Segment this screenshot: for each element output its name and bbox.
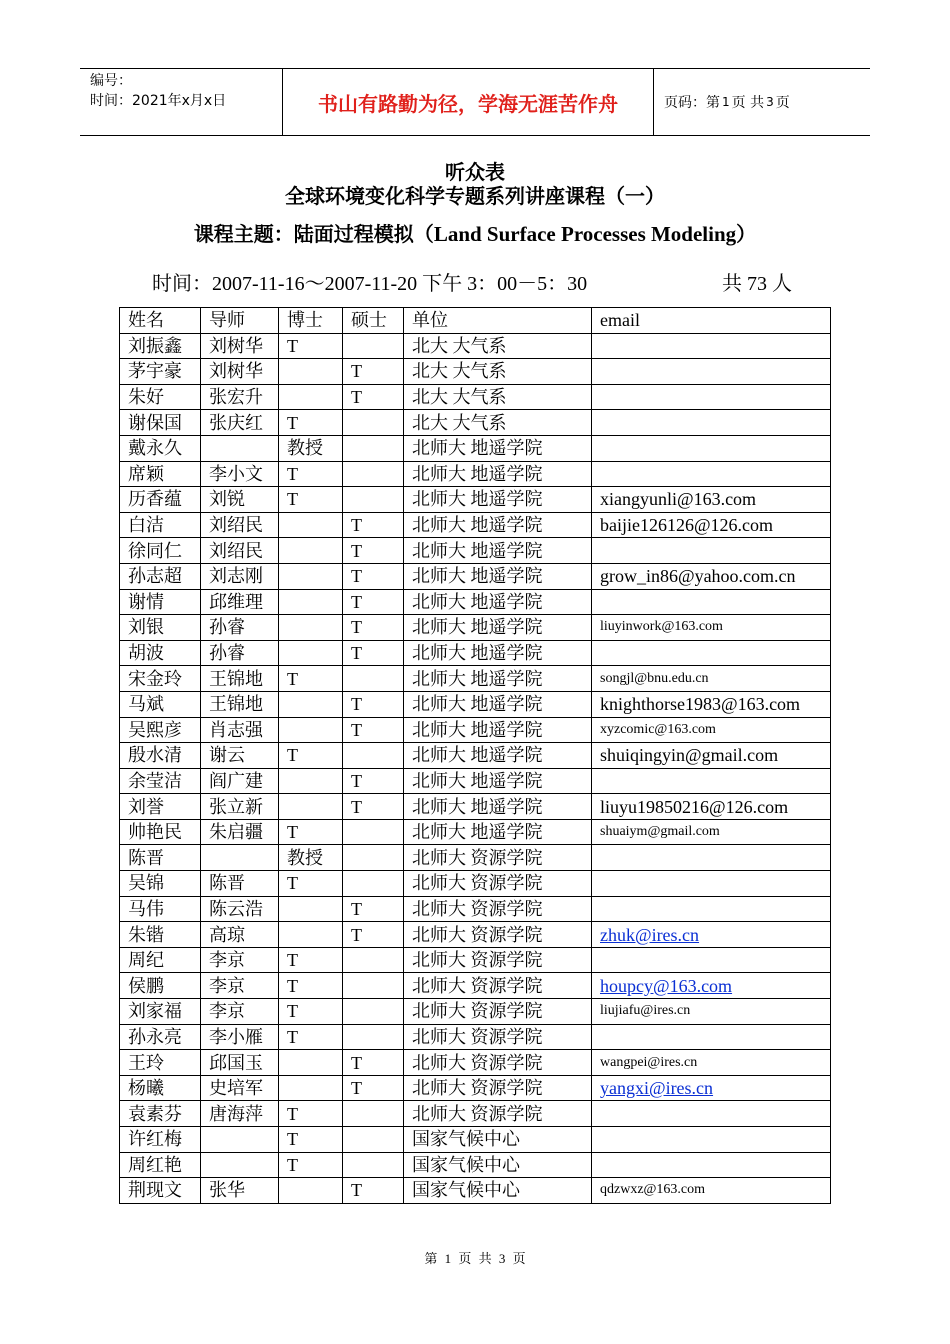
cell-advisor: 刘锐 <box>201 487 279 513</box>
cell-email <box>592 1024 831 1050</box>
cell-email: qdzwxz@163.com <box>592 1178 831 1204</box>
cell-email <box>592 1152 831 1178</box>
cell-phd: T <box>279 871 343 897</box>
table-row <box>120 333 831 359</box>
cell-advisor: 谢云 <box>201 743 279 769</box>
cell-name: 刘誉 <box>120 794 201 820</box>
page-suffix: 页 <box>775 95 790 111</box>
time-label: 时间：2021年x月x日 <box>90 93 227 109</box>
cell-advisor <box>201 1127 279 1153</box>
cell-unit: 北师大 地遥学院 <box>404 743 592 769</box>
table-row <box>120 717 831 743</box>
cell-advisor: 阎广建 <box>201 768 279 794</box>
course-topic-en: Land Surface Processes Modeling <box>433 222 737 246</box>
cell-master <box>343 743 404 769</box>
cell-master: T <box>343 589 404 615</box>
cell-master <box>343 1101 404 1127</box>
table-row <box>120 1127 831 1153</box>
cell-phd <box>279 538 343 564</box>
cell-name: 孙永亮 <box>120 1024 201 1050</box>
cell-email <box>592 538 831 564</box>
cell-email <box>592 871 831 897</box>
cell-phd: T <box>279 1152 343 1178</box>
cell-phd: T <box>279 1101 343 1127</box>
table-row <box>120 589 831 615</box>
cell-name: 白洁 <box>120 512 201 538</box>
col-header-name: 姓名 <box>120 308 201 334</box>
cell-name: 孙志超 <box>120 563 201 589</box>
cell-phd: T <box>279 410 343 436</box>
cell-master <box>343 333 404 359</box>
cell-advisor: 史培军 <box>201 1075 279 1101</box>
table-row <box>120 999 831 1025</box>
cell-advisor: 刘树华 <box>201 359 279 385</box>
cell-email <box>592 640 831 666</box>
cell-name: 吴锦 <box>120 871 201 897</box>
cell-advisor: 刘绍民 <box>201 512 279 538</box>
table-row <box>120 1178 831 1204</box>
col-header-phd: 博士 <box>279 308 343 334</box>
page-prefix: 页码：第 <box>664 95 720 111</box>
course-topic-prefix: 课程主题：陆面过程模拟（ <box>193 222 434 246</box>
cell-phd <box>279 640 343 666</box>
cell-email: baijie126126@126.com <box>592 512 831 538</box>
cell-advisor: 李京 <box>201 999 279 1025</box>
cell-unit: 北师大 资源学院 <box>404 896 592 922</box>
col-header-unit: 单位 <box>404 308 592 334</box>
table-row <box>120 947 831 973</box>
page-mid: 页 共 <box>731 95 765 111</box>
cell-email: liuyinwork@163.com <box>592 615 831 641</box>
cell-master: T <box>343 1050 404 1076</box>
cell-name: 宋金玲 <box>120 666 201 692</box>
cell-advisor: 王锦地 <box>201 691 279 717</box>
cell-phd <box>279 512 343 538</box>
cell-unit: 北师大 资源学院 <box>404 922 592 948</box>
cell-master: T <box>343 717 404 743</box>
cell-unit: 北师大 地遥学院 <box>404 768 592 794</box>
cell-advisor: 肖志强 <box>201 717 279 743</box>
table-row <box>120 615 831 641</box>
cell-unit: 北师大 地遥学院 <box>404 563 592 589</box>
table-row <box>120 1050 831 1076</box>
cell-email: knighthorse1983@163.com <box>592 691 831 717</box>
cell-email: liuyu19850216@126.com <box>592 794 831 820</box>
col-header-advisor: 导师 <box>201 308 279 334</box>
cell-phd <box>279 1050 343 1076</box>
table-row <box>120 359 831 385</box>
cell-unit: 北师大 地遥学院 <box>404 666 592 692</box>
table-row <box>120 896 831 922</box>
cell-advisor: 刘树华 <box>201 333 279 359</box>
table-row <box>120 666 831 692</box>
cell-name: 荆现文 <box>120 1178 201 1204</box>
cell-email <box>592 410 831 436</box>
cell-phd: 教授 <box>279 435 343 461</box>
attendee-count: 共 73 人 <box>722 273 792 295</box>
cell-phd <box>279 794 343 820</box>
cell-unit: 北师大 资源学院 <box>404 871 592 897</box>
cell-unit: 国家气候中心 <box>404 1152 592 1178</box>
cell-phd: 教授 <box>279 845 343 871</box>
cell-name: 茅宇豪 <box>120 359 201 385</box>
table-header-row <box>120 308 831 334</box>
cell-master <box>343 947 404 973</box>
cell-advisor: 刘绍民 <box>201 538 279 564</box>
cell-name: 吴熙彦 <box>120 717 201 743</box>
cell-email[interactable]: houpcy@163.com <box>592 973 831 999</box>
attendee-table <box>119 307 831 1204</box>
cell-unit: 北师大 地遥学院 <box>404 589 592 615</box>
table-row <box>120 1075 831 1101</box>
table-row <box>120 435 831 461</box>
cell-phd <box>279 589 343 615</box>
cell-unit: 北师大 地遥学院 <box>404 435 592 461</box>
cell-name: 刘家福 <box>120 999 201 1025</box>
cell-advisor: 张庆红 <box>201 410 279 436</box>
cell-advisor: 高琼 <box>201 922 279 948</box>
cell-unit: 北师大 地遥学院 <box>404 794 592 820</box>
cell-advisor: 陈云浩 <box>201 896 279 922</box>
cell-phd <box>279 896 343 922</box>
cell-advisor: 邱国玉 <box>201 1050 279 1076</box>
cell-master: T <box>343 768 404 794</box>
cell-master <box>343 871 404 897</box>
page-indicator <box>654 69 870 135</box>
cell-unit: 北师大 地遥学院 <box>404 691 592 717</box>
cell-name: 侯鹏 <box>120 973 201 999</box>
cell-email <box>592 435 831 461</box>
cell-name: 谢保国 <box>120 410 201 436</box>
cell-advisor: 陈晋 <box>201 871 279 897</box>
cell-email <box>592 589 831 615</box>
cell-email <box>592 947 831 973</box>
cell-name: 刘振鑫 <box>120 333 201 359</box>
cell-phd <box>279 563 343 589</box>
cell-unit: 北师大 地遥学院 <box>404 615 592 641</box>
cell-phd: T <box>279 666 343 692</box>
cell-unit: 北师大 资源学院 <box>404 845 592 871</box>
cell-advisor: 李小文 <box>201 461 279 487</box>
cell-master: T <box>343 615 404 641</box>
page-total: 3 <box>766 95 774 109</box>
table-row <box>120 1152 831 1178</box>
cell-advisor: 邱维理 <box>201 589 279 615</box>
cell-name: 马斌 <box>120 691 201 717</box>
cell-master: T <box>343 1178 404 1204</box>
cell-phd <box>279 615 343 641</box>
cell-phd <box>279 768 343 794</box>
cell-email: xiangyunli@163.com <box>592 487 831 513</box>
title-line-1: 听众表 <box>445 160 505 184</box>
cell-advisor <box>201 845 279 871</box>
cell-phd <box>279 691 343 717</box>
table-row <box>120 768 831 794</box>
cell-name: 袁素芬 <box>120 1101 201 1127</box>
table-row <box>120 871 831 897</box>
cell-phd <box>279 384 343 410</box>
time-line <box>152 270 842 298</box>
cell-email[interactable]: yangxi@ires.cn <box>592 1075 831 1101</box>
table-row <box>120 691 831 717</box>
cell-phd <box>279 717 343 743</box>
table-row <box>120 538 831 564</box>
table-row <box>120 794 831 820</box>
cell-name: 朱锴 <box>120 922 201 948</box>
cell-phd: T <box>279 1127 343 1153</box>
cell-master <box>343 1127 404 1153</box>
cell-name: 谢情 <box>120 589 201 615</box>
cell-phd: T <box>279 973 343 999</box>
cell-unit: 北师大 地遥学院 <box>404 512 592 538</box>
cell-name: 许红梅 <box>120 1127 201 1153</box>
table-row <box>120 845 831 871</box>
header-meta <box>80 69 282 135</box>
cell-unit: 北师大 资源学院 <box>404 1024 592 1050</box>
cell-unit: 北师大 资源学院 <box>404 1075 592 1101</box>
table-body <box>120 333 831 1203</box>
table-row <box>120 973 831 999</box>
cell-master <box>343 973 404 999</box>
cell-unit: 北大 大气系 <box>404 410 592 436</box>
cell-email <box>592 461 831 487</box>
cell-master: T <box>343 794 404 820</box>
cell-advisor <box>201 1152 279 1178</box>
cell-master: T <box>343 922 404 948</box>
title-line-2: 全球环境变化科学专题系列讲座课程（一） <box>285 184 665 208</box>
cell-advisor: 张立新 <box>201 794 279 820</box>
col-header-email: email <box>592 308 831 334</box>
cell-email[interactable]: zhuk@ires.cn <box>592 922 831 948</box>
table-row <box>120 1024 831 1050</box>
cell-master: T <box>343 640 404 666</box>
cell-unit: 北师大 资源学院 <box>404 1050 592 1076</box>
table-row <box>120 640 831 666</box>
course-topic-suffix: ） <box>736 222 757 246</box>
cell-email <box>592 845 831 871</box>
cell-master <box>343 1152 404 1178</box>
cell-phd: T <box>279 333 343 359</box>
cell-name: 历香蕴 <box>120 487 201 513</box>
cell-unit: 国家气候中心 <box>404 1127 592 1153</box>
cell-name: 周红艳 <box>120 1152 201 1178</box>
table-row <box>120 819 831 845</box>
cell-phd: T <box>279 1024 343 1050</box>
cell-master <box>343 666 404 692</box>
cell-email: liujiafu@ires.cn <box>592 999 831 1025</box>
cell-email: songjl@bnu.edu.cn <box>592 666 831 692</box>
cell-master: T <box>343 563 404 589</box>
cell-name: 周纪 <box>120 947 201 973</box>
cell-master <box>343 410 404 436</box>
cell-email: shuiqingyin@gmail.com <box>592 743 831 769</box>
cell-name: 帅艳民 <box>120 819 201 845</box>
page-number: 1 <box>722 95 730 109</box>
cell-advisor: 刘志刚 <box>201 563 279 589</box>
cell-unit: 北师大 地遥学院 <box>404 538 592 564</box>
cell-email <box>592 1127 831 1153</box>
cell-master <box>343 999 404 1025</box>
cell-advisor: 张宏升 <box>201 384 279 410</box>
cell-email <box>592 768 831 794</box>
cell-name: 杨曦 <box>120 1075 201 1101</box>
table-row <box>120 410 831 436</box>
cell-unit: 北师大 资源学院 <box>404 999 592 1025</box>
cell-name: 戴永久 <box>120 435 201 461</box>
cell-name: 徐同仁 <box>120 538 201 564</box>
cell-master <box>343 1024 404 1050</box>
cell-name: 胡波 <box>120 640 201 666</box>
col-header-master: 硕士 <box>343 308 404 334</box>
table-row <box>120 487 831 513</box>
cell-unit: 北师大 地遥学院 <box>404 640 592 666</box>
cell-unit: 北师大 地遥学院 <box>404 461 592 487</box>
session-time: 时间：2007-11-16～2007-11-20 下午 3：00－5：30 <box>152 273 588 295</box>
cell-phd <box>279 1178 343 1204</box>
cell-advisor: 孙睿 <box>201 640 279 666</box>
cell-email: shuaiym@gmail.com <box>592 819 831 845</box>
cell-advisor: 唐海萍 <box>201 1101 279 1127</box>
cell-advisor: 李京 <box>201 973 279 999</box>
table-row <box>120 563 831 589</box>
cell-master: T <box>343 384 404 410</box>
cell-email: grow_in86@yahoo.com.cn <box>592 563 831 589</box>
cell-name: 殷水清 <box>120 743 201 769</box>
table-row <box>120 461 831 487</box>
cell-advisor <box>201 435 279 461</box>
cell-master: T <box>343 1075 404 1101</box>
cell-master: T <box>343 359 404 385</box>
page-footer: 第 1 页 共 3 页 <box>424 1251 526 1266</box>
cell-name: 马伟 <box>120 896 201 922</box>
cell-unit: 北师大 资源学院 <box>404 947 592 973</box>
cell-email: xyzcomic@163.com <box>592 717 831 743</box>
cell-master: T <box>343 896 404 922</box>
cell-unit: 国家气候中心 <box>404 1178 592 1204</box>
cell-advisor: 王锦地 <box>201 666 279 692</box>
cell-advisor: 朱启疆 <box>201 819 279 845</box>
cell-unit: 北师大 资源学院 <box>404 1101 592 1127</box>
cell-unit: 北大 大气系 <box>404 359 592 385</box>
table-row <box>120 922 831 948</box>
table-row <box>120 743 831 769</box>
cell-email <box>592 384 831 410</box>
cell-name: 朱好 <box>120 384 201 410</box>
cell-unit: 北师大 资源学院 <box>404 973 592 999</box>
cell-phd <box>279 359 343 385</box>
cell-advisor: 李小雁 <box>201 1024 279 1050</box>
cell-email <box>592 359 831 385</box>
cell-name: 陈晋 <box>120 845 201 871</box>
cell-phd: T <box>279 819 343 845</box>
table-row <box>120 1101 831 1127</box>
table-row <box>120 512 831 538</box>
motto: 书山有路勤为径，学海无涯苦作舟 <box>282 69 654 135</box>
cell-master <box>343 487 404 513</box>
cell-email <box>592 1101 831 1127</box>
cell-phd: T <box>279 947 343 973</box>
cell-name: 刘银 <box>120 615 201 641</box>
cell-phd: T <box>279 461 343 487</box>
cell-master <box>343 435 404 461</box>
cell-name: 席颖 <box>120 461 201 487</box>
cell-name: 余莹洁 <box>120 768 201 794</box>
cell-phd: T <box>279 999 343 1025</box>
cell-master <box>343 845 404 871</box>
cell-phd <box>279 1075 343 1101</box>
course-topic <box>0 221 950 247</box>
cell-advisor: 孙睿 <box>201 615 279 641</box>
table-row <box>120 384 831 410</box>
cell-email <box>592 333 831 359</box>
cell-unit: 北大 大气系 <box>404 333 592 359</box>
cell-master: T <box>343 538 404 564</box>
number-label: 编号： <box>90 73 132 89</box>
document-header <box>80 68 870 136</box>
cell-unit: 北师大 地遥学院 <box>404 819 592 845</box>
cell-master <box>343 819 404 845</box>
cell-phd: T <box>279 487 343 513</box>
cell-advisor: 李京 <box>201 947 279 973</box>
cell-master <box>343 461 404 487</box>
cell-email <box>592 896 831 922</box>
cell-advisor: 张华 <box>201 1178 279 1204</box>
cell-unit: 北大 大气系 <box>404 384 592 410</box>
cell-phd <box>279 922 343 948</box>
cell-master: T <box>343 512 404 538</box>
cell-email: wangpei@ires.cn <box>592 1050 831 1076</box>
cell-name: 王玲 <box>120 1050 201 1076</box>
cell-master: T <box>343 691 404 717</box>
cell-unit: 北师大 地遥学院 <box>404 717 592 743</box>
cell-unit: 北师大 地遥学院 <box>404 487 592 513</box>
cell-phd: T <box>279 743 343 769</box>
